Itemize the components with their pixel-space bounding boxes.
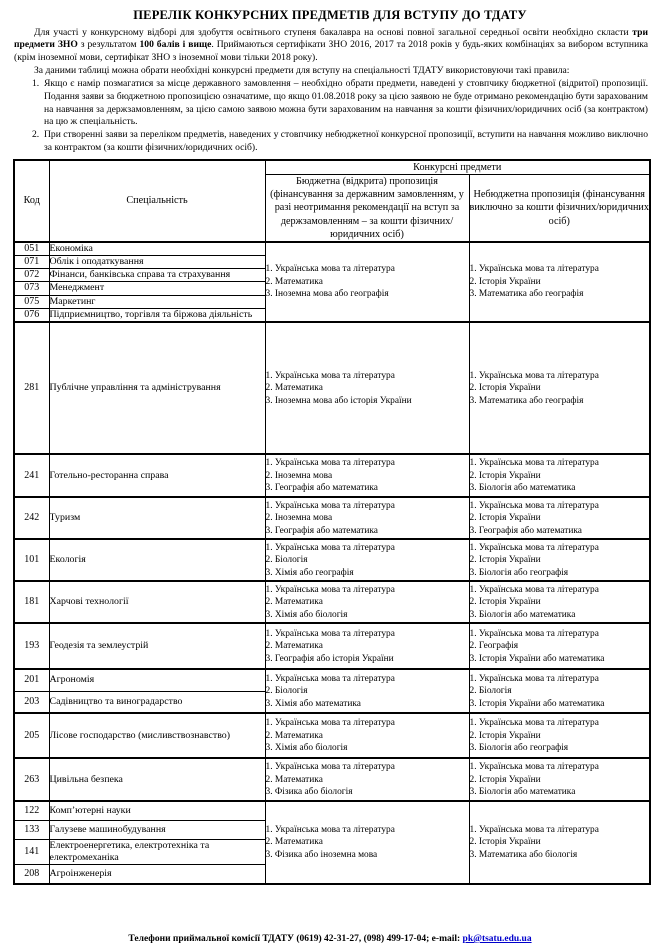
cell-code: 051 — [14, 242, 49, 256]
table-row — [14, 758, 650, 801]
cell-code: 241 — [14, 454, 49, 497]
cell-code: 073 — [14, 282, 49, 295]
subject-line: 3. Географія або історія України — [265, 653, 394, 664]
intro-p1-bold-1: три предмети ЗНО — [14, 26, 648, 51]
subject-line: 1. Українська мова та література — [469, 628, 599, 639]
cell-specialty: Харчові технології — [49, 581, 265, 623]
cell-budget-subjects — [265, 713, 469, 758]
subject-line: 1. Українська мова та література — [469, 673, 599, 684]
subject-line: 1. Українська мова та література — [265, 370, 395, 381]
intro-paragraph-2: За даними таблиці можна обрати необхідні конкурсні предмети для вступу на спеціальності ТДАТУ використовуючи такі правила: — [34, 65, 570, 77]
subject-line: 3. Біологія або математика — [469, 787, 576, 798]
subject-line: 2. Історія України — [469, 383, 541, 394]
cell-specialty: Садівництво та виноградарство — [49, 691, 265, 713]
cell-code: 205 — [14, 713, 49, 758]
subject-line: 2. Історія України — [469, 555, 541, 566]
rule-text: Якщо є намір позмагатися за місце державного замовлення – необхідно обрати предмети, наведені у стовпчику бюджетної (відритої) пропозиції. Подання заяви за бюджетною пропозицією означатиме, що якщо 01.08.2018 року за цією заявою не буде отримано рекомендацію бути зарахованим на навчання за держзамовленням, за цією самою заявою можна бути зарахованим на навчання за кошти фізичних/юридичних осіб (за контрактом) на цю ж спеціальність. — [44, 78, 648, 128]
subject-line: 2. Біологія — [265, 686, 308, 697]
subject-line: 2. Математика — [265, 276, 323, 287]
subject-line: 2. Математика — [265, 837, 323, 848]
cell-code: 075 — [14, 295, 49, 308]
subject-line: 3. Хімія або математика — [265, 698, 361, 709]
subject-line: 1. Українська мова та література — [265, 584, 395, 595]
cell-nonbudget-subjects — [469, 801, 650, 884]
subject-line: 1. Українська мова та література — [265, 458, 395, 469]
table-body — [14, 242, 650, 884]
cell-nonbudget-subjects — [469, 539, 650, 581]
competitive-subjects-table — [13, 159, 651, 885]
cell-code: 208 — [14, 865, 49, 884]
rule-number: 2. — [32, 129, 40, 140]
cell-code: 193 — [14, 623, 49, 669]
cell-nonbudget-subjects — [469, 242, 650, 323]
cell-nonbudget-subjects — [469, 713, 650, 758]
subject-line: 1. Українська мова та література — [265, 673, 395, 684]
subject-line: 1. Українська мова та література — [469, 370, 599, 381]
subject-line: 1. Українська мова та література — [265, 500, 395, 511]
subject-line: 3. Хімія або біологія — [265, 609, 348, 620]
table-row — [14, 454, 650, 497]
intro-p1-bold-2: 100 балів і вище — [139, 39, 212, 51]
cell-code: 242 — [14, 497, 49, 539]
subject-line: 2. Історія України — [469, 470, 541, 481]
cell-nonbudget-subjects — [469, 581, 650, 623]
subject-line: 1. Українська мова та література — [265, 824, 395, 835]
subject-line: 1. Українська мова та література — [469, 458, 599, 469]
cell-code: 071 — [14, 255, 49, 268]
cell-code: 072 — [14, 269, 49, 282]
cell-code: 122 — [14, 801, 49, 820]
cell-specialty: Геодезія та землеустрій — [49, 623, 265, 669]
subject-line: 2. Іноземна мова — [265, 513, 333, 524]
subject-line: 2. Історія України — [469, 276, 541, 287]
subject-line: 1. Українська мова та література — [469, 762, 599, 773]
subject-line: 2. Історія України — [469, 513, 541, 524]
subject-line: 1. Українська мова та література — [265, 542, 395, 553]
cell-budget-subjects — [265, 497, 469, 539]
subject-line: 2. Історія України — [469, 597, 541, 608]
intro-rule-item — [14, 129, 648, 154]
intro-section — [0, 27, 660, 155]
cell-code: 076 — [14, 309, 49, 323]
cell-budget-subjects — [265, 669, 469, 713]
subject-line: 3. Фізика або біологія — [265, 787, 353, 798]
cell-budget-subjects — [265, 581, 469, 623]
subject-line: 1. Українська мова та література — [469, 500, 599, 511]
cell-specialty: Фінанси, банківська справа та страхування — [49, 269, 265, 282]
subject-line: 3. Іноземна мова або географія — [265, 289, 389, 300]
subject-line: 1. Українська мова та література — [265, 264, 395, 275]
cell-code: 181 — [14, 581, 49, 623]
subject-line: 3. Математика або географія — [469, 289, 584, 300]
th-specialty: Спеціальність — [49, 160, 265, 241]
subject-line: 1. Українська мова та література — [265, 628, 395, 639]
cell-specialty: Агрономія — [49, 669, 265, 691]
cell-nonbudget-subjects — [469, 758, 650, 801]
cell-budget-subjects — [265, 242, 469, 323]
subject-line: 3. Математика або географія — [469, 395, 584, 406]
cell-specialty: Економіка — [49, 242, 265, 256]
cell-specialty: Публічне управління та адміністрування — [49, 322, 265, 454]
rule-number: 1. — [32, 78, 40, 90]
cell-specialty: Облік і оподаткування — [49, 255, 265, 268]
cell-budget-subjects — [265, 322, 469, 454]
subject-line: 2. Історія України — [469, 774, 541, 785]
subject-line: 3. Хімія або біологія — [265, 743, 348, 754]
cell-specialty: Галузеве машинобудування — [49, 820, 265, 839]
cell-nonbudget-subjects — [469, 497, 650, 539]
subject-line: 3. Біологія або географія — [469, 567, 569, 578]
intro-p1-b: з результатом — [77, 39, 140, 51]
table-row — [14, 623, 650, 669]
cell-code: 201 — [14, 669, 49, 691]
email-link[interactable]: pk@tsatu.edu.ua — [462, 934, 532, 944]
th-subjects-group: Конкурсні предмети — [265, 160, 650, 175]
subject-line: 3. Біологія або географія — [469, 743, 569, 754]
table-row — [14, 801, 650, 820]
subject-line: 3. Географія або математика — [265, 483, 378, 494]
subject-line: 3. Географія або математика — [469, 525, 582, 536]
intro-paragraph-1 — [14, 27, 648, 65]
subject-line: 1. Українська мова та література — [265, 762, 395, 773]
cell-budget-subjects — [265, 623, 469, 669]
table-head — [14, 160, 650, 241]
cell-specialty: Менеджмент — [49, 282, 265, 295]
subject-line: 3. Історія України або математика — [469, 698, 605, 709]
subject-line: 2. Математика — [265, 774, 323, 785]
table-row — [14, 497, 650, 539]
table-row — [14, 322, 650, 454]
th-code: Код — [14, 160, 49, 241]
rule-text: При створенні заяви за переліком предметів, наведених у стовпчику небюджетної конкурсної пропозиції, вступити на навчання можливо виключно за контрактом (за кошти фізичних/юридичних осіб). — [44, 129, 648, 153]
subject-line: 1. Українська мова та література — [469, 542, 599, 553]
cell-nonbudget-subjects — [469, 669, 650, 713]
page-title: ПЕРЕЛІК КОНКУРСНИХ ПРЕДМЕТІВ ДЛЯ ВСТУПУ ДО ТДАТУ — [133, 8, 527, 22]
cell-budget-subjects — [265, 801, 469, 884]
cell-code: 281 — [14, 322, 49, 454]
cell-specialty: Електроенергетика, електротехніка та електромеханіка — [49, 839, 265, 865]
subject-line: 3. Математика або біологія — [469, 849, 578, 860]
intro-rule-item — [14, 78, 648, 129]
cell-specialty: Екологія — [49, 539, 265, 581]
table-row — [14, 242, 650, 256]
table-row — [14, 669, 650, 691]
cell-specialty: Маркетинг — [49, 295, 265, 308]
subject-line: 2. Математика — [265, 641, 323, 652]
subject-line: 2. Біологія — [469, 686, 512, 697]
cell-specialty: Комп’ютерні науки — [49, 801, 265, 820]
th-budget-offer: Бюджетна (відкрита) пропозиція (фінансування за державним замовленням, у разі неотримання рекомендації на вступ за держзамовленням – за кошти фізичних/юридичних осіб) — [265, 175, 469, 242]
subject-line: 1. Українська мова та література — [265, 718, 395, 729]
subject-line: 2. Географія — [469, 641, 519, 652]
subject-line: 2. Історія України — [469, 837, 541, 848]
cell-nonbudget-subjects — [469, 454, 650, 497]
table-row — [14, 713, 650, 758]
subject-line: 2. Математика — [265, 383, 323, 394]
cell-budget-subjects — [265, 539, 469, 581]
table-row — [14, 539, 650, 581]
cell-budget-subjects — [265, 454, 469, 497]
subject-line: 1. Українська мова та література — [469, 824, 599, 835]
subject-line: 3. Фізика або іноземна мова — [265, 849, 378, 860]
intro-rules-list — [14, 78, 648, 154]
document-page — [0, 9, 660, 952]
subject-line: 2. Історія України — [469, 730, 541, 741]
cell-code: 133 — [14, 820, 49, 839]
subject-line: 1. Українська мова та література — [469, 584, 599, 595]
cell-code: 203 — [14, 691, 49, 713]
subject-line: 1. Українська мова та література — [469, 264, 599, 275]
cell-code: 141 — [14, 839, 49, 865]
table-row — [14, 581, 650, 623]
table-header-row-1 — [14, 160, 650, 175]
subject-line: 3. Хімія або географія — [265, 567, 354, 578]
th-nonbudget-offer: Небюджетна пропозиція (фінансування виключно за кошти фізичних/юридичних осіб) — [469, 175, 650, 242]
intro-p1-a: Для участі у конкурсному відборі для здобуття освітнього ступеня бакалавра на основі повної загальної середньої освіти необхідно скласти — [34, 26, 633, 38]
cell-nonbudget-subjects — [469, 623, 650, 669]
subject-line: 3. Біологія або математика — [469, 483, 576, 494]
cell-specialty: Туризм — [49, 497, 265, 539]
intro-p1-c: . Приймаються сертифікати ЗНО 2016, 2017 та 2018 років у будь-яких комбінаціях за вибором вступника (крім іноземної мови, сертифікат ЗНО з іноземної мови тільки 2018 року). — [14, 39, 648, 64]
cell-specialty: Підприємництво, торгівля та біржова діяльність — [49, 309, 265, 323]
subject-line: 3. Географія або математика — [265, 525, 378, 536]
cell-code: 263 — [14, 758, 49, 801]
cell-specialty: Цивільна безпека — [49, 758, 265, 801]
cell-specialty: Лісове господарство (мисливствознавство) — [49, 713, 265, 758]
cell-budget-subjects — [265, 758, 469, 801]
subject-line: 2. Математика — [265, 730, 323, 741]
cell-specialty: Готельно-ресторанна справа — [49, 454, 265, 497]
cell-code: 101 — [14, 539, 49, 581]
cell-nonbudget-subjects — [469, 322, 650, 454]
subject-line: 3. Іноземна мова або історія України — [265, 395, 412, 406]
subject-line: 1. Українська мова та література — [469, 718, 599, 729]
subject-line: 3. Біологія або математика — [469, 609, 576, 620]
subject-line: 2. Математика — [265, 597, 323, 608]
cell-specialty: Агроінженерія — [49, 865, 265, 884]
footer-text: Телефони приймальної комісії ТДАТУ (0619) 42-31-27, (098) 499-17-04; e-mail: — [128, 934, 463, 944]
subject-line: 2. Іноземна мова — [265, 470, 333, 481]
subject-line: 2. Біологія — [265, 555, 308, 566]
subject-line: 3. Історія України або математика — [469, 653, 605, 664]
